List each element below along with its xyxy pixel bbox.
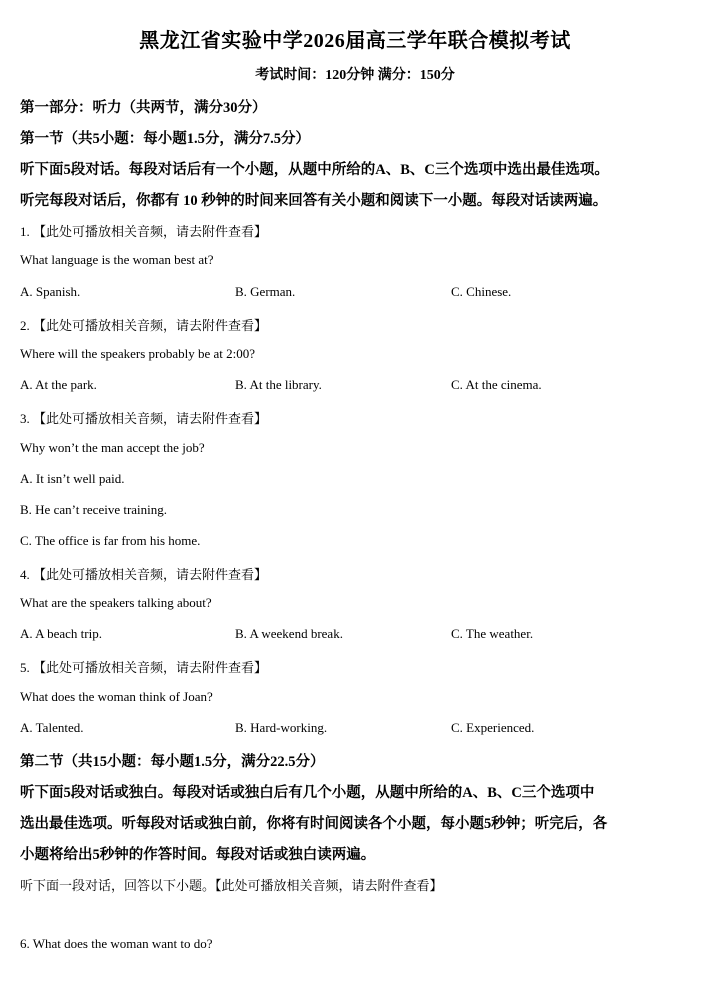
q4-audio[interactable]: 4. 【此处可播放相关音频，请去附件查看】: [20, 567, 268, 582]
q2-option-b: B. At the library.: [235, 377, 322, 392]
section2-audio-prompt[interactable]: 听下面一段对话，回答以下小题。【此处可播放相关音频，请去附件查看】: [20, 878, 443, 893]
q3-option-c: C. The office is far from his home.: [20, 533, 201, 548]
exam-info: 考试时间：120分钟 满分：150分: [255, 68, 455, 83]
section1-instruction-2: 听完每段对话后，你都有 10 秒钟的时间来回答有关小题和阅读下一小题。每段对话读两遍。: [20, 193, 608, 209]
q2-stem: Where will the speakers probably be at 2:00?: [20, 346, 255, 361]
q5-option-b: B. Hard-working.: [235, 720, 328, 735]
section2-instruction-3: 小题将给出5秒钟的作答时间。每段对话或独白读两遍。: [20, 847, 376, 863]
q1-option-b: B. German.: [235, 284, 296, 299]
q1-stem: What language is the woman best at?: [20, 252, 214, 267]
section2-heading: 第二节（共15小题：每小题1.5分，满分22.5分）: [20, 754, 325, 770]
q6-stem: 6. What does the woman want to do?: [20, 936, 213, 951]
q4-option-a: A. A beach trip.: [20, 626, 102, 641]
part1-heading: 第一部分：听力（共两节，满分30分）: [20, 100, 267, 116]
q2-audio[interactable]: 2. 【此处可播放相关音频，请去附件查看】: [20, 318, 268, 333]
q2-option-a: A. At the park.: [20, 377, 97, 392]
q3-option-a: A. It isn’t well paid.: [20, 471, 125, 486]
section2-instruction-1: 听下面5段对话或独白。每段对话或独白后有几个小题，从题中所给的A、B、C三个选项中: [20, 785, 595, 801]
section1-heading: 第一节（共5小题：每小题1.5分，满分7.5分）: [20, 131, 310, 147]
section1-instruction-1: 听下面5段对话。每段对话后有一个小题，从题中所给的A、B、C三个选项中选出最佳选项。: [20, 162, 609, 178]
q4-stem: What are the speakers talking about?: [20, 595, 212, 610]
q3-option-b: B. He can’t receive training.: [20, 502, 168, 517]
q2-option-c: C. At the cinema.: [451, 377, 542, 392]
q5-option-a: A. Talented.: [20, 720, 84, 735]
q4-option-c: C. The weather.: [451, 626, 534, 641]
q1-audio[interactable]: 1. 【此处可播放相关音频，请去附件查看】: [20, 224, 268, 239]
q5-option-c: C. Experienced.: [451, 720, 535, 735]
q3-stem: Why won’t the man accept the job?: [20, 440, 205, 455]
section2-instruction-2: 选出最佳选项。听每段对话或独白前，你将有时间阅读各个小题，每小题5秒钟；听完后，各: [20, 816, 608, 832]
q1-option-c: C. Chinese.: [451, 284, 512, 299]
q1-option-a: A. Spanish.: [20, 284, 81, 299]
q4-option-b: B. A weekend break.: [235, 626, 343, 641]
q5-audio[interactable]: 5. 【此处可播放相关音频，请去附件查看】: [20, 660, 268, 675]
q3-audio[interactable]: 3. 【此处可播放相关音频，请去附件查看】: [20, 411, 268, 426]
q5-stem: What does the woman think of Joan?: [20, 689, 213, 704]
exam-title: 黑龙江省实验中学2026届高三学年联合模拟考试: [139, 30, 571, 52]
